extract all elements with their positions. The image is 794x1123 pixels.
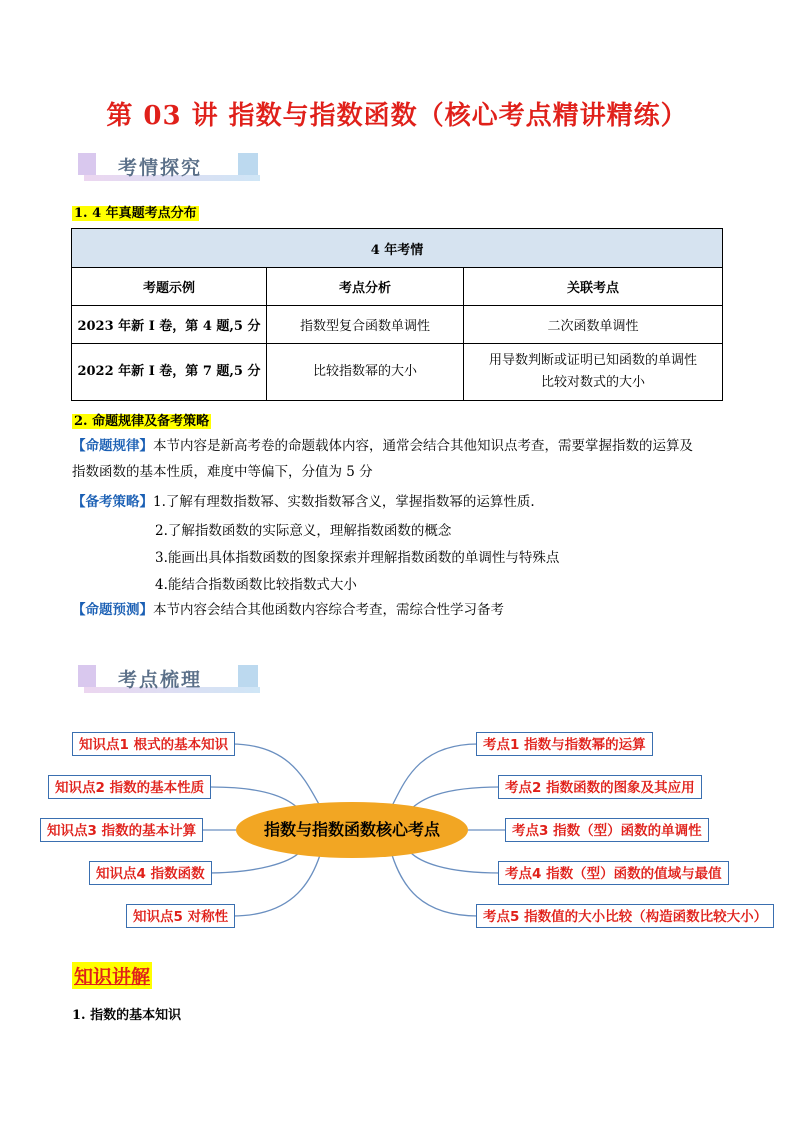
mindmap-link xyxy=(392,855,478,916)
page-title: 第 03 讲 指数与指数函数（核心考点精讲精练） xyxy=(106,101,688,131)
predict-tag: 【命题预测】 xyxy=(72,602,153,618)
mindmap-exam-point-node: 考点3 指数（型）函数的单调性 xyxy=(505,818,709,842)
mindmap-link xyxy=(231,744,320,806)
strategy-item: 4.能结合指数函数比较指数式大小 xyxy=(155,577,357,593)
table-cell: 2022 年新 I 卷，第 7 题,5 分 xyxy=(72,344,267,401)
rule-text: 本节内容是新高考卷的命题载体内容，通常会结合其他知识点考查，需要掌握指数的运算及 xyxy=(153,438,693,454)
table-header: 考题示例 xyxy=(72,268,267,306)
banner-label: 考情探究 xyxy=(118,157,203,179)
mindmap-knowledge-node: 知识点2 指数的基本性质 xyxy=(48,775,211,799)
rule-tag: 【命题规律】 xyxy=(72,438,153,454)
table-cell: 比较指数幂的大小 xyxy=(267,344,464,401)
strategy-tag: 【备考策略】 xyxy=(72,494,153,510)
table-cell: 2023 年新 I 卷，第 4 题,5 分 xyxy=(72,306,267,344)
banner-label: 考点梳理 xyxy=(118,669,203,691)
mindmap-center: 指数与指数函数核心考点 xyxy=(236,802,468,858)
mindmap-knowledge-node: 知识点1 根式的基本知识 xyxy=(72,732,235,756)
strategy-item: 1.了解有理数指数幂、实数指数幂含义，掌握指数幂的运算性质. xyxy=(153,494,535,510)
table-cell: 二次函数单调性 xyxy=(464,306,723,344)
section2-heading: 2. 命题规律及备考策略 xyxy=(74,414,210,429)
mindmap-exam-point-node: 考点1 指数与指数幂的运算 xyxy=(476,732,653,756)
strategy-item: 2.了解指数函数的实际意义，理解指数函数的概念 xyxy=(155,523,452,539)
mindmap-exam-point-node: 考点4 指数（型）函数的值域与最值 xyxy=(498,861,729,885)
mindmap-link xyxy=(410,787,500,810)
mindmap-exam-point-node: 考点2 指数函数的图象及其应用 xyxy=(498,775,702,799)
knowledge-subheading: 1. 指数的基本知识 xyxy=(72,1008,182,1023)
mindmap-knowledge-node: 知识点4 指数函数 xyxy=(89,861,212,885)
knowledge-section-title: 知识讲解 xyxy=(72,962,152,989)
mindmap-knowledge-node: 知识点5 对称性 xyxy=(126,904,235,928)
predict-text: 本节内容会结合其他函数内容综合考查，需综合性学习备考 xyxy=(153,602,504,618)
mindmap-link xyxy=(392,744,478,806)
strategy-item: 3.能画出具体指数函数的图象探索并理解指数函数的单调性与特殊点 xyxy=(155,550,560,566)
mindmap-link xyxy=(410,852,500,873)
mindmap-exam-point-node: 考点5 指数值的大小比较（构造函数比较大小） xyxy=(476,904,774,928)
table-header: 考点分析 xyxy=(267,268,464,306)
table-cell: 指数型复合函数单调性 xyxy=(267,306,464,344)
mindmap-knowledge-node: 知识点3 指数的基本计算 xyxy=(40,818,203,842)
table-caption: 4 年考情 xyxy=(72,229,723,268)
rule-text: 指数函数的基本性质，难度中等偏下，分值为 5 分 xyxy=(72,464,373,480)
table-cell-line: 用导数判断或证明已知函数的单调性 xyxy=(488,353,697,368)
table-cell-line: 比较对数式的大小 xyxy=(540,375,645,390)
section1-heading: 1. 4 年真题考点分布 xyxy=(74,206,197,221)
mindmap-link xyxy=(205,852,300,873)
table-header: 关联考点 xyxy=(464,268,723,306)
